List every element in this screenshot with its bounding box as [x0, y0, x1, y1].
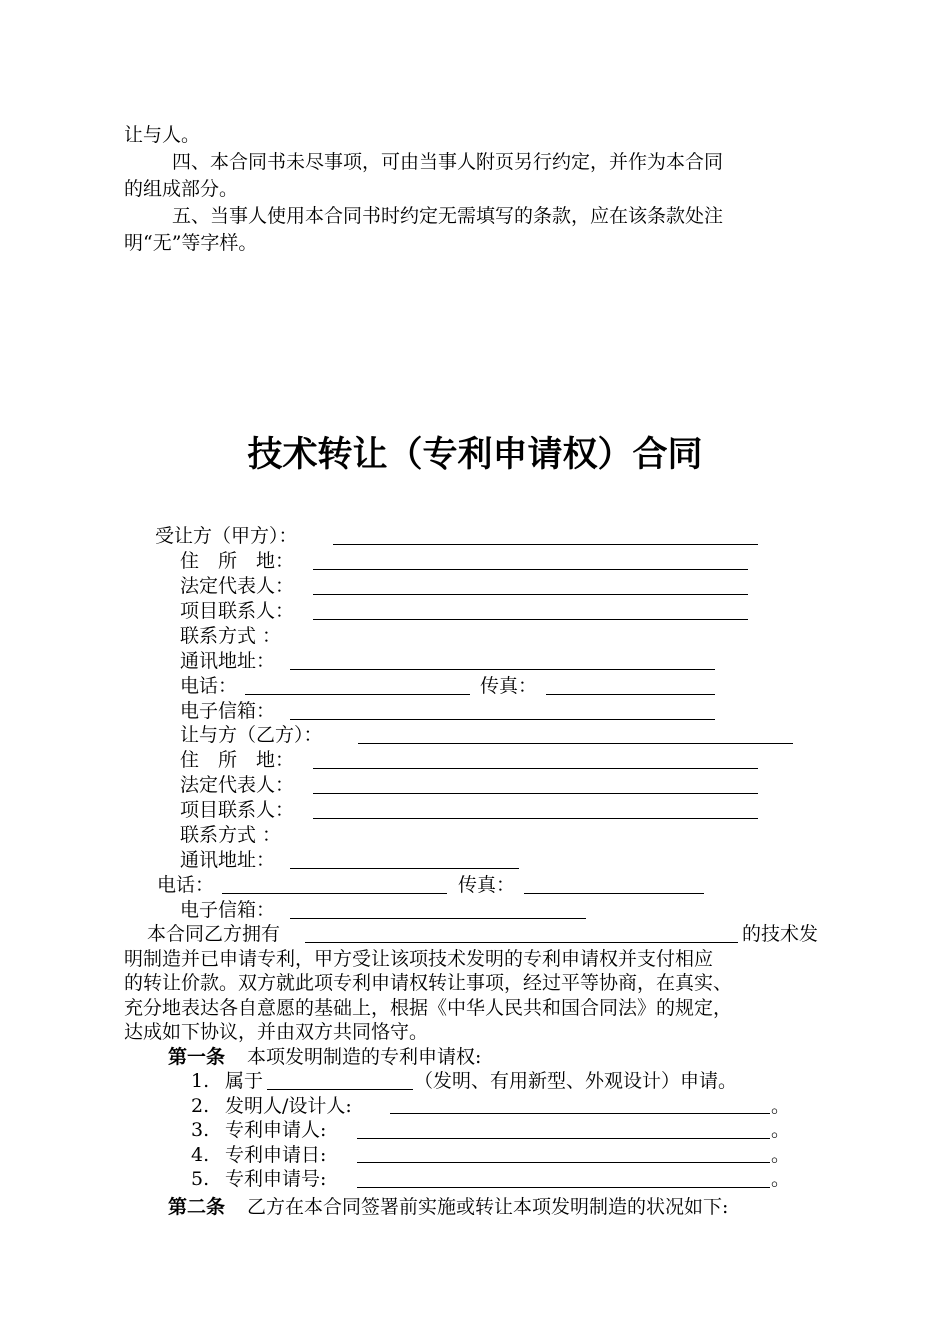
intro-line-2: 四、本合同书未尽事项，可由当事人附页另行约定，并作为本合同 — [172, 151, 724, 173]
party-b-address-label: 住 所 地： — [180, 749, 295, 771]
article-1-item-2-label: 发明人/设计人: — [225, 1094, 352, 1117]
intro-line-1: 让与人。 — [124, 124, 201, 146]
party-b-legal-rep-blank[interactable] — [313, 793, 758, 794]
party-a-contact-person-label: 项目联系人： — [180, 600, 295, 622]
party-b-fax-blank[interactable] — [524, 893, 704, 894]
party-a-contact-method-label: 联系方式 ： — [180, 625, 282, 647]
party-b-email-label: 电子信箱： — [180, 899, 276, 921]
party-a-email-label: 电子信箱： — [180, 700, 276, 722]
article-1-item-2-suffix: 。 — [771, 1094, 791, 1117]
application-number-blank[interactable] — [357, 1187, 770, 1188]
patent-applicant-blank[interactable] — [357, 1138, 770, 1139]
party-a-mail-address-label: 通讯地址： — [180, 650, 276, 672]
article-1-item-1-label: 属于 — [225, 1070, 264, 1092]
article-1-item-3-num: 3. — [191, 1119, 210, 1141]
party-b-legal-rep-label: 法定代表人： — [180, 774, 295, 796]
preamble-line-2: 明制造并已申请专利，甲方受让该项技术发明的专利申请权并支付相应 — [124, 947, 714, 970]
article-1-text: 本项发明制造的专利申请权: — [247, 1045, 482, 1068]
party-b-phone-blank[interactable] — [222, 893, 447, 894]
article-1-item-4-suffix: 。 — [771, 1143, 791, 1166]
party-a-address-blank[interactable] — [313, 569, 748, 570]
article-1-item-3-suffix: 。 — [771, 1119, 791, 1141]
party-a-fax-blank[interactable] — [546, 694, 715, 695]
application-date-blank[interactable] — [357, 1162, 770, 1163]
party-b-fax-label: 传真： — [458, 874, 516, 896]
inventor-blank[interactable] — [390, 1113, 770, 1114]
preamble-technology-blank[interactable] — [305, 942, 738, 943]
article-1-item-3-label: 专利申请人: — [225, 1119, 327, 1141]
party-a-phone-label: 电话： — [180, 675, 238, 697]
intro-line-3: 的组成部分。 — [124, 178, 239, 200]
article-1-heading: 第一条 — [168, 1045, 226, 1068]
preamble-line-1-end: 的技术发 — [742, 923, 819, 945]
party-b-label: 让与方（乙方）： — [180, 724, 323, 746]
party-a-fax-label: 传真： — [480, 675, 538, 697]
party-b-contact-person-blank[interactable] — [313, 818, 758, 819]
preamble-line-4: 充分地表达各自意愿的基础上，根据《中华人民共和国合同法》的规定， — [124, 996, 733, 1019]
article-1-item-1-num: 1. — [191, 1070, 210, 1092]
article-1-item-4-num: 4. — [191, 1143, 210, 1166]
party-b-contact-person-label: 项目联系人： — [180, 799, 295, 821]
party-b-address-blank[interactable] — [313, 768, 758, 769]
article-2-heading: 第二条 — [168, 1196, 226, 1218]
article-1-item-5-label: 专利申请号: — [225, 1168, 327, 1190]
party-a-name-blank[interactable] — [333, 544, 758, 545]
party-b-mail-address-label: 通讯地址： — [180, 849, 276, 871]
party-a-legal-rep-label: 法定代表人： — [180, 575, 295, 597]
party-a-email-blank[interactable] — [290, 719, 715, 720]
party-a-phone-blank[interactable] — [245, 694, 470, 695]
preamble-line-3: 的转让价款。双方就此项专利申请权转让事项，经过平等协商，在真实、 — [124, 972, 733, 994]
party-a-legal-rep-blank[interactable] — [313, 594, 748, 595]
article-1-item-5-num: 5. — [191, 1168, 210, 1190]
party-b-phone-label: 电话： — [157, 874, 215, 896]
intro-line-5: 明“无”等字样。 — [124, 232, 258, 254]
party-b-name-blank[interactable] — [358, 743, 793, 744]
article-1-item-5-suffix: 。 — [771, 1168, 791, 1190]
party-a-label: 受让方（甲方）： — [155, 525, 298, 547]
contract-title: 技术转让（专利申请权）合同 — [247, 435, 703, 475]
article-1-item-4-label: 专利申请日: — [225, 1143, 327, 1166]
article-1-item-1-suffix: （发明、有用新型、外观设计）申请。 — [414, 1070, 738, 1092]
party-b-contact-method-label: 联系方式 ： — [180, 824, 282, 846]
preamble-line-5: 达成如下协议，并由双方共同恪守。 — [124, 1021, 429, 1043]
party-b-email-blank[interactable] — [290, 918, 586, 919]
party-a-address-label: 住 所 地： — [180, 550, 295, 572]
intro-line-4: 五、当事人使用本合同书时约定无需填写的条款，应在该条款处注 — [172, 205, 724, 227]
patent-type-blank[interactable] — [267, 1089, 413, 1090]
article-1-item-2-num: 2. — [191, 1094, 210, 1117]
party-a-mail-address-blank[interactable] — [290, 669, 715, 670]
preamble-line-1-start: 本合同乙方拥有 — [147, 923, 281, 945]
article-2-text: 乙方在本合同签署前实施或转让本项发明制造的状况如下: — [247, 1196, 729, 1218]
party-a-contact-person-blank[interactable] — [313, 619, 748, 620]
party-b-mail-address-blank[interactable] — [290, 868, 519, 869]
